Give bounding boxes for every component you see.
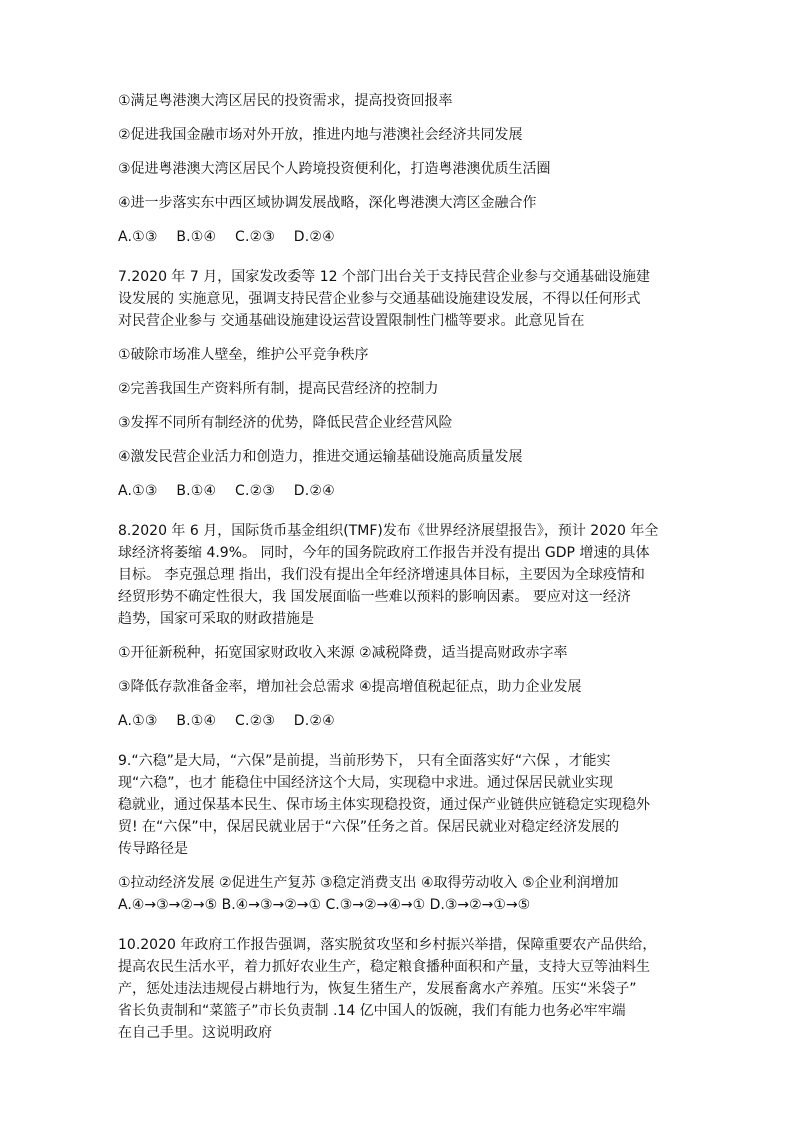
q6-option-2: ②促进我国金融市场对外开放，推进内地与港澳社会经济共同发展 [118, 127, 523, 143]
q6-option-4: ④进一步落实东中西区域协调发展战略，深化粤港澳大湾区金融合作 [118, 195, 537, 211]
q7-choice-c: C.②③ [234, 483, 276, 499]
q9-stem-line-1: 9.“六稳”是大局，“六保”是前提，当前形势下， 只有全面落实好“六保 ，才能实 [118, 753, 611, 769]
q8-stem-line-4: 经贸形势不确定性很大，我 国发展面临一些难以预料的影响因素。 要应对这一经济 [118, 589, 631, 605]
q6-choice-c: C.②③ [234, 229, 276, 245]
q9-stem-line-3: 稳就业，通过保基本民生、保市场主体实现稳投资，通过保产业链供应链稳定实现稳外 [118, 797, 650, 813]
q10-stem-line-3: 产，惩处违法违规侵占耕地行为，恢复生猪生产，发展畜禽水产养殖。压实“米袋子” [118, 981, 637, 997]
exam-page [118, 90, 686, 1044]
q6-choice-b: B.①④ [176, 229, 217, 245]
q7-choice-d: D.②④ [293, 483, 335, 499]
q9-stem-line-5: 传导路径是 [118, 841, 188, 857]
q8-choices [118, 710, 686, 732]
q7-option-1: ①破除市场准人壁垒，维护公平竞争秩序 [118, 347, 369, 363]
q7-option-2: ②完善我国生产资料所有制，提高民营经济的控制力 [118, 381, 439, 397]
q7-option-3: ③发挥不同所有制经济的优势，降低民营企业经营风险 [118, 415, 453, 431]
q8-stem-line-3: 目标。 李克强总理 指出，我们没有提出全年经济增速具体目标，主要因为全球疫情和 [118, 567, 645, 583]
q6-choice-a: A.①③ [118, 229, 158, 245]
q8-choice-c: C.②③ [234, 713, 276, 729]
q8-stem-line-5: 趋势，国家可采取的财政措施是 [118, 611, 314, 627]
q10-stem-line-1: 10.2020 年政府工作报告强调，落实脱贫攻坚和乡村振兴举措，保障重要农产品供给， [118, 937, 657, 953]
q8-choice-b: B.①④ [176, 713, 217, 729]
q7-stem [118, 266, 686, 332]
q10-stem-line-4: 省长负责制和“菜篮子”市长负责制 .14 亿中国人的饭碗，我们有能力也务必牢牢端 [118, 1003, 626, 1019]
q10-stem [118, 934, 686, 1044]
q8-stem [118, 520, 686, 630]
q9-options: ①拉动经济发展 ②促进生产复苏 ③稳定消费支出 ④取得劳动收入 ⑤企业利润增加 [118, 875, 619, 891]
q6-choice-d: D.②④ [293, 229, 335, 245]
q8-stem-line-1: 8.2020 年 6 月，国际货币基金组织(TMF)发布《世界经济展望报告》，预计 2020 年全 [118, 523, 659, 539]
q10-stem-line-2: 提高农民生活水平，着力抓好农业生产，稳定粮食播种面积和产量，支持大豆等油料生 [118, 959, 650, 975]
q8-choice-a: A.①③ [118, 713, 158, 729]
q7-choice-a: A.①③ [118, 483, 158, 499]
q7-stem-line-1: 7.2020 年 7 月，国家发改委等 12 个部门出台关于支持民营企业参与交通基础设施建 [118, 269, 650, 285]
q8-stem-line-2: 球经济将萎缩 4.9%。 同时，今年的国务院政府工作报告并没有提出 GDP 增速的具体 [118, 545, 650, 561]
q7-stem-line-2: 设发展的 实施意见，强调支持民营企业参与交通基础设施建设发展，不得以任何形式 [118, 291, 641, 307]
q9-stem [118, 750, 686, 860]
q9-stem-line-2: 现“六稳”，也才 能稳住中国经济这个大局，实现稳中求进。通过保居民就业实现 [118, 775, 613, 791]
q7-choices [118, 480, 686, 502]
q7-option-4: ④激发民营企业活力和创造力，推进交通运输基础设施高质量发展 [118, 449, 523, 465]
q9-stem-line-4: 贸! 在“六保”中，保居民就业居于“六保”任务之首。保居民就业对稳定经济发展的 [118, 819, 620, 835]
q6-option-3: ③促进粤港澳大湾区居民个人跨境投资便利化，打造粤港澳优质生活圈 [118, 161, 551, 177]
q9-choices: A.④→③→②→⑤ B.④→③→②→① C.③→②→④→① D.③→②→①→⑤ [118, 897, 531, 913]
q6-option-1: ①满足粤港澳大湾区居民的投资需求，提高投资回报率 [118, 93, 453, 109]
q7-choice-b: B.①④ [176, 483, 217, 499]
q8-options-line-2: ③降低存款准备金率，增加社会总需求 ④提高增值税起征点，助力企业发展 [118, 679, 582, 695]
q8-choice-d: D.②④ [293, 713, 335, 729]
q8-options-line-1: ①开征新税种，拓宽国家财政收入来源 ②减税降费，适当提高财政赤字率 [118, 645, 568, 661]
q7-stem-line-3: 对民营企业参与 交通基础设施建设运营设置限制性门槛等要求。此意见旨在 [118, 313, 585, 329]
q10-stem-line-5: 在自己手里。这说明政府 [118, 1025, 272, 1041]
q6-choices [118, 226, 686, 248]
